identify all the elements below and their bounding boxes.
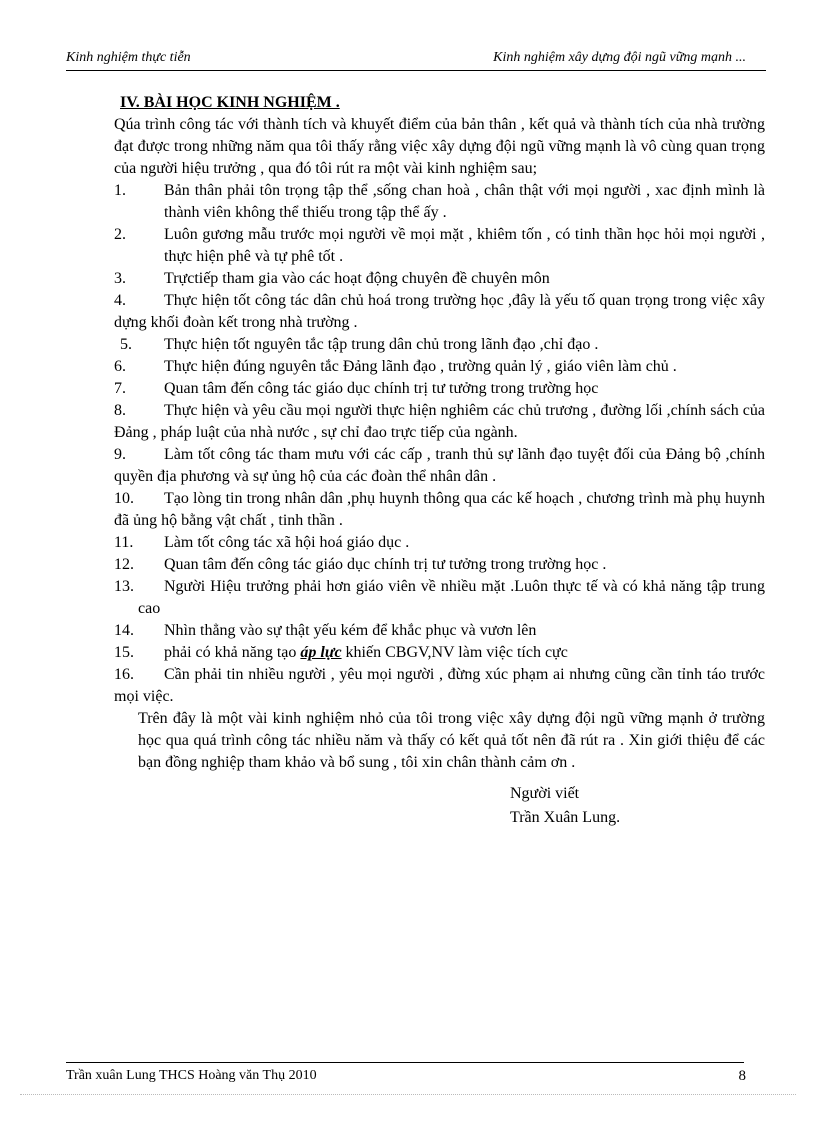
list-number: 8. [114,402,126,419]
list-item [114,664,765,708]
closing-paragraph: Trên đây là một vài kinh nghiệm nhỏ của tôi trong việc xây dựng đội ngũ vững mạnh ở trường học qua quá trình công tác nhiều năm và thấy có kết quả tốt nên đã rút ra . Xin giới thiệu để các bạn đồng nghiệp tham khảo và bổ sung , tôi xin chân thành cảm ơn . [138,710,765,771]
page-bottom-divider [20,1094,796,1095]
intro-paragraph: Qúa trình công tác với thành tích và khuyết điểm của bản thân , kết quả và thành tích của nhà trường đạt được trong những năm qua tôi thấy rằng việc xây dựng đội ngũ vững mạnh là vô cùng quan trọng của người hiệu trưởng , qua đó tôi rút ra một vài kinh nghiệm sau; [114,116,765,177]
list-text: Bản thân phải tôn trọng tập thể ,sống chan hoà , chân thật với mọi người , xac định mình là thành viên không thể thiếu trong tập thể ấy . [164,182,765,221]
list-item [114,488,765,532]
section-heading: IV. BÀI HỌC KINH NGHIỆM . [120,94,340,111]
list-item [114,400,765,444]
list-text: Thực hiện tốt công tác dân chủ hoá trong trường học ,đây là yếu tố quan trọng trong việc xây dựng khối đoàn kết trong nhà trường . [114,292,765,331]
list-item [114,554,765,576]
list-text: Làm tốt công tác tham mưu với các cấp , tranh thủ sự lãnh đạo tuyệt đối của Đảng bộ ,chính quyền địa phương và sự ủng hộ của các đoàn thể nhân dân . [114,446,765,485]
list-number: 15. [114,644,134,661]
emphasis-text: áp lực [300,644,342,661]
list-item [114,378,765,400]
footer-divider [66,1062,744,1063]
list-number: 13. [114,578,134,595]
document-body [114,92,765,830]
list-item [114,334,765,356]
header-divider [66,70,766,71]
list-item [114,532,765,554]
list-number: 6. [114,358,126,375]
list-text-after: khiến CBGV,NV làm việc tích cực [341,644,568,661]
list-text: Làm tốt công tác xã hội hoá giáo dục . [164,534,410,551]
list-text: Luôn gương mẫu trước mọi người về mọi mặt , khiêm tốn , có tinh thần học hỏi mọi người , thực hiện phê và tự phê tốt . [164,226,765,265]
list-text: Thực hiện đúng nguyên tắc Đảng lãnh đạo , trường quản lý , giáo viên làm chủ . [164,358,677,375]
header-left: Kinh nghiệm thực tiễn [66,50,191,65]
list-number: 2. [114,226,126,243]
list-text: Tạo lòng tin trong nhân dân ,phụ huynh thông qua các kế hoạch , chương trình mà phụ huynh đã ủng hộ bằng vật chất , tinh thần . [114,490,765,529]
signature-role: Người viết [510,785,580,802]
list-item [114,180,765,224]
list-text: Nhìn thẳng vào sự thật yếu kém để khắc phục và vươn lên [164,622,537,639]
signature-block [510,782,765,830]
list-item [114,642,765,664]
list-text: Quan tâm đến công tác giáo dục chính trị tư tưởng trong trường học . [164,556,607,573]
list-text: Quan tâm đến công tác giáo dục chính trị tư tưởng trong trường học [164,380,599,397]
list-number: 9. [114,446,126,463]
list-number: 12. [114,556,134,573]
list-text: Thực hiện tốt nguyên tắc tập trung dân chủ trong lãnh đạo ,chỉ đạo . [164,336,599,353]
list-text-before: phải có khả năng tạo [164,644,301,661]
footer-text: Trần xuân Lung THCS Hoàng văn Thụ 2010 [66,1068,317,1083]
list-number: 1. [114,182,126,199]
page-number: 8 [738,1068,746,1084]
list-item [114,444,765,488]
header-right: Kinh nghiệm xây dựng đội ngũ vững mạnh ... [493,50,746,65]
list-item [114,224,765,268]
list-item [114,576,765,620]
signature-name: Trần Xuân Lung. [510,809,621,826]
list-text: Trựctiếp tham gia vào các hoạt động chuyên đề chuyên môn [164,270,550,287]
list-number: 7. [114,380,126,397]
page-footer [66,1068,746,1084]
list-item [114,356,765,378]
list-item [114,268,765,290]
list-number: 4. [114,292,126,309]
list-number: 11. [114,534,134,551]
list-item [114,290,765,334]
list-text: Cần phải tin nhiều người , yêu mọi người , đừng xúc phạm ai nhưng cũng cần tỉnh táo trước mọi việc. [114,666,765,705]
list-text: Thực hiện và yêu cầu mọi người thực hiện nghiêm các chủ trương , đường lối ,chính sách của Đảng , pháp luật của nhà nước , sự chỉ đao trực tiếp của ngành. [114,402,765,441]
page-header [66,50,766,68]
list-number: 5. [120,336,132,353]
list-number: 14. [114,622,134,639]
list-number: 10. [114,490,134,507]
list-number: 3. [114,270,126,287]
list-text: Người Hiệu trưởng phải hơn giáo viên về nhiều mặt .Luôn thực tế và có khả năng tập trung cao [138,578,765,617]
list-number: 16. [114,666,134,683]
list-item [114,620,765,642]
